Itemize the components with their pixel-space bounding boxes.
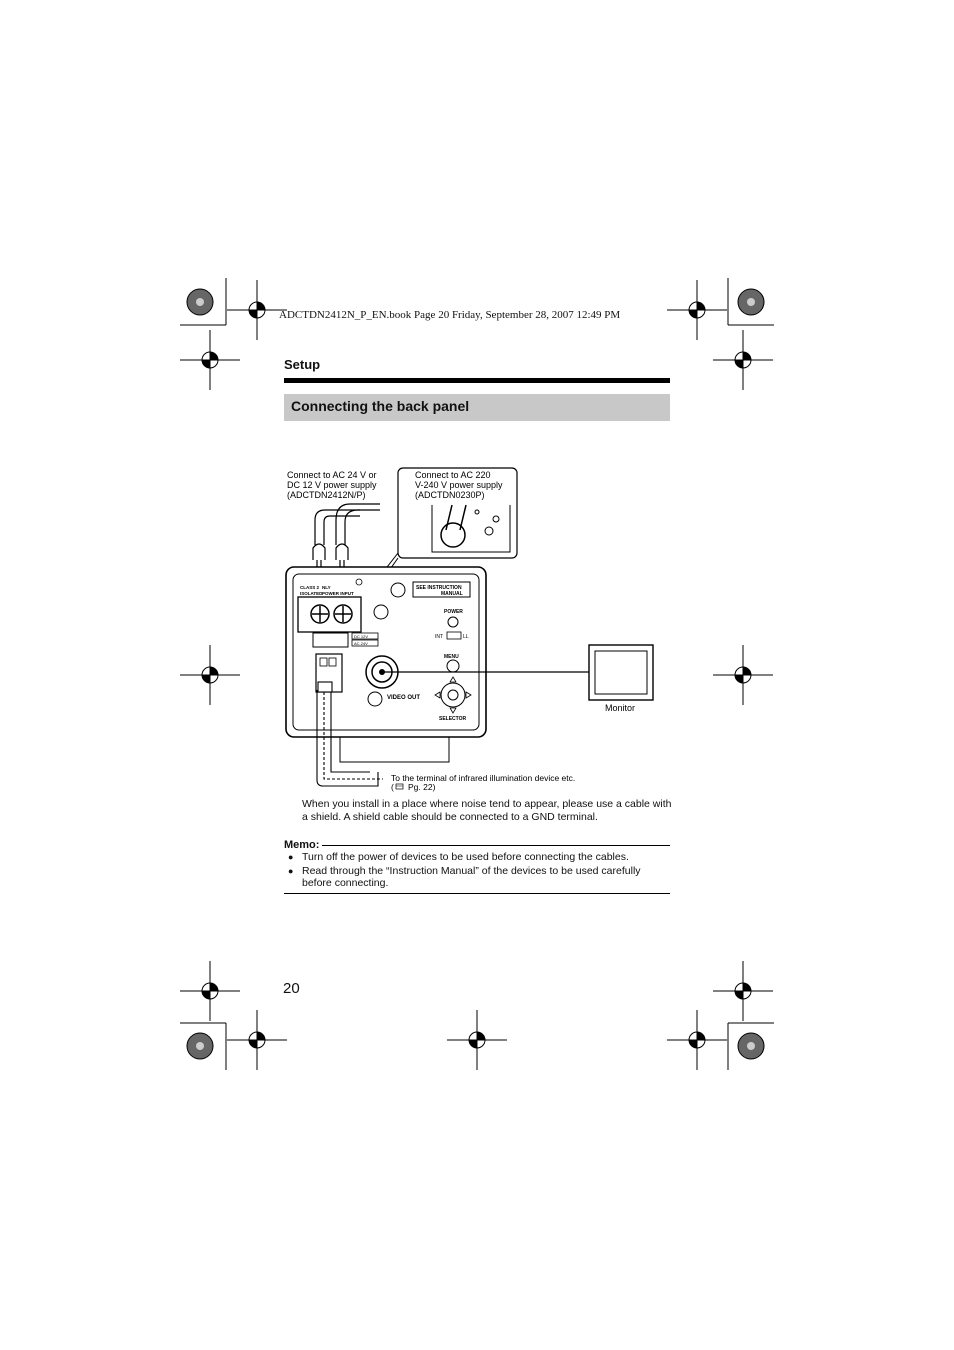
callout-left-line-3: (ADCTDN2412N/P) [287, 490, 366, 500]
label-video-out: VIDEO OUT [387, 695, 421, 701]
callout-right-line-2: V-240 V power supply [415, 480, 503, 490]
label-int: INT [435, 634, 444, 640]
page-number: 20 [283, 980, 300, 997]
callout-right-line-3: (ADCTDN0230P) [415, 490, 485, 500]
memo-item-text: Turn off the power of devices to be used before connecting the cables. [302, 851, 629, 863]
callout-left-line-1: Connect to AC 24 V or [287, 470, 377, 480]
infrared-note-line-2: Pg. 22) [408, 782, 436, 792]
label-see-instruction: SEE INSTRUCTION [416, 585, 462, 591]
label-menu: MENU [444, 654, 459, 660]
memo-item-text: Read through the “Instruction Manual” of the devices to be used carefully before connecting. [302, 864, 641, 889]
monitor-icon [589, 645, 653, 700]
section-rule [284, 378, 670, 383]
shield-note: When you install in a place where noise tend to appear, please use a cable with a shield. A shield cable should be connected to a GND terminal. [302, 798, 672, 823]
callout-right-line-1: Connect to AC 220 [415, 470, 491, 480]
section-label: Setup [284, 357, 321, 372]
label-selector: SELECTOR [439, 716, 467, 722]
memo-list [284, 851, 670, 891]
memo-bottom-rule [284, 893, 670, 894]
bullet-icon: ● [288, 865, 294, 876]
label-only: NLY [322, 585, 331, 590]
infrared-note-line-1: To the terminal of infrared illumination device etc. [391, 773, 576, 783]
monitor-label: Monitor [605, 703, 636, 713]
label-manual: MANUAL [441, 591, 463, 597]
memo-title: Memo: [284, 839, 320, 851]
label-dc12v: DC 12V [354, 634, 369, 639]
memo-rule [322, 845, 670, 846]
camera-back-panel [286, 567, 486, 762]
page-title: Connecting the back panel [291, 398, 470, 414]
reference-icon [396, 784, 403, 789]
callout-left [287, 470, 377, 500]
infrared-note-prefix: ( [391, 782, 394, 792]
title-bar [284, 394, 670, 421]
label-class2: CLASS 2 [300, 585, 320, 590]
memo-item [284, 865, 670, 890]
label-power-input: POWER INPUT [322, 591, 354, 596]
label-ac24v: AC 24V [354, 641, 368, 646]
label-isolated: ISOLATED [300, 591, 323, 596]
label-power: POWER [444, 609, 463, 615]
label-ll: LL [463, 634, 469, 640]
memo-item [284, 851, 670, 864]
book-header: ADCTDN2412N_P_EN.book Page 20 Friday, September 28, 2007 12:49 PM [279, 309, 621, 321]
bullet-icon: ● [288, 852, 294, 862]
callout-left-line-2: DC 12 V power supply [287, 480, 377, 490]
